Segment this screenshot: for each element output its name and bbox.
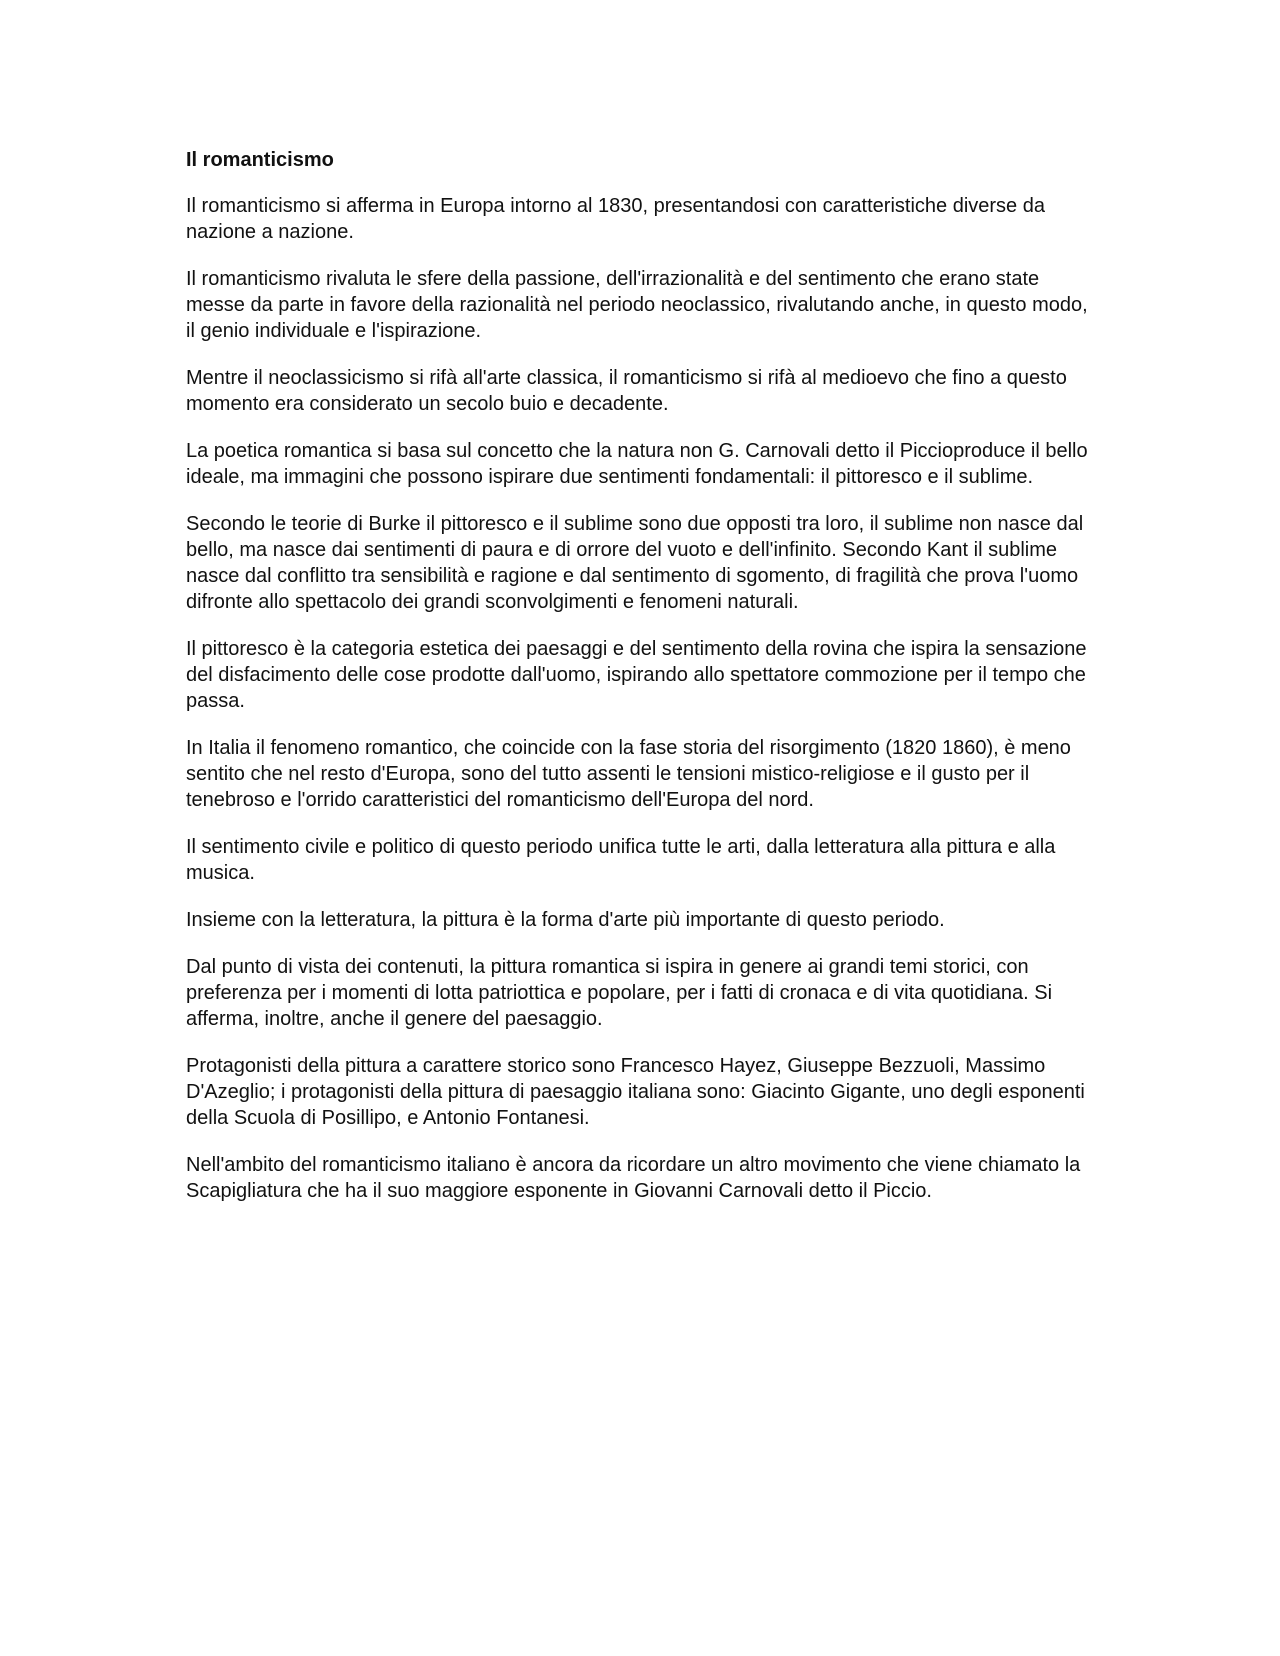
paragraph: Il romanticismo si afferma in Europa intorno al 1830, presentandosi con caratteristiche diverse da nazione a nazione.: [186, 195, 1045, 243]
paragraph: Insieme con la letteratura, la pittura è la forma d'arte più importante di questo periodo.: [186, 909, 945, 931]
paragraph: Il sentimento civile e politico di questo periodo unifica tutte le arti, dalla letteratura alla pittura e alla musica.: [186, 836, 1056, 884]
paragraph: Nell'ambito del romanticismo italiano è ancora da ricordare un altro movimento che viene chiamato la Scapigliatura che ha il suo maggiore esponente in Giovanni Carnovali detto il Piccio.: [186, 1154, 1081, 1202]
paragraph: La poetica romantica si basa sul concetto che la natura non G. Carnovali detto il Piccioproduce il bello ideale, ma immagini che possono ispirare due sentimenti fondamentali: il pittoresco e il sublime.: [186, 440, 1088, 488]
paragraph: In Italia il fenomeno romantico, che coincide con la fase storia del risorgimento (1820 1860), è meno sentito che nel resto d'Europa, sono del tutto assenti le tensioni mistico-religiose e il gusto per il tenebroso e l'orrido caratteristici del romanticismo dell'Europa del nord.: [186, 737, 1071, 811]
paragraph: Protagonisti della pittura a carattere storico sono Francesco Hayez, Giuseppe Bezzuoli, Massimo D'Azeglio; i protagonisti della pittura di paesaggio italiana sono: Giacinto Gigante, uno degli esponenti della Scuola di Posillipo, e Antonio Fontanesi.: [186, 1055, 1085, 1129]
paragraph: Mentre il neoclassicismo si rifà all'arte classica, il romanticismo si rifà al medioevo che fino a questo momento era considerato un secolo buio e decadente.: [186, 367, 1067, 415]
paragraph: Dal punto di vista dei contenuti, la pittura romantica si ispira in genere ai grandi temi storici, con preferenza per i momenti di lotta patriottica e popolare, per i fatti di cronaca e di vita quotidiana. Si afferma, inoltre, anche il genere del paesaggio.: [186, 956, 1053, 1030]
paragraph: Il romanticismo rivaluta le sfere della passione, dell'irrazionalità e del sentimento che erano state messe da parte in favore della razionalità nel periodo neoclassico, rivalutando anche, in questo modo, il genio individuale e l'ispirazione.: [186, 268, 1088, 342]
paragraph: Secondo le teorie di Burke il pittoresco e il sublime sono due opposti tra loro, il sublime non nasce dal bello, ma nasce dai sentimenti di paura e di orrore del vuoto e dell'infinito. Secondo Kant il sublime nasce dal conflitto tra sensibilità e ragione e dal sentimento di sgomento, di fragilità che prova l'uomo difronte allo spettacolo dei grandi sconvolgimenti e fenomeni naturali.: [186, 513, 1084, 613]
document-page: [186, 147, 1098, 1225]
paragraph: Il pittoresco è la categoria estetica dei paesaggi e del sentimento della rovina che ispira la sensazione del disfacimento delle cose prodotte dall'uomo, ispirando allo spettatore commozione per il tempo che passa.: [186, 638, 1087, 712]
document-title: Il romanticismo: [186, 149, 334, 171]
